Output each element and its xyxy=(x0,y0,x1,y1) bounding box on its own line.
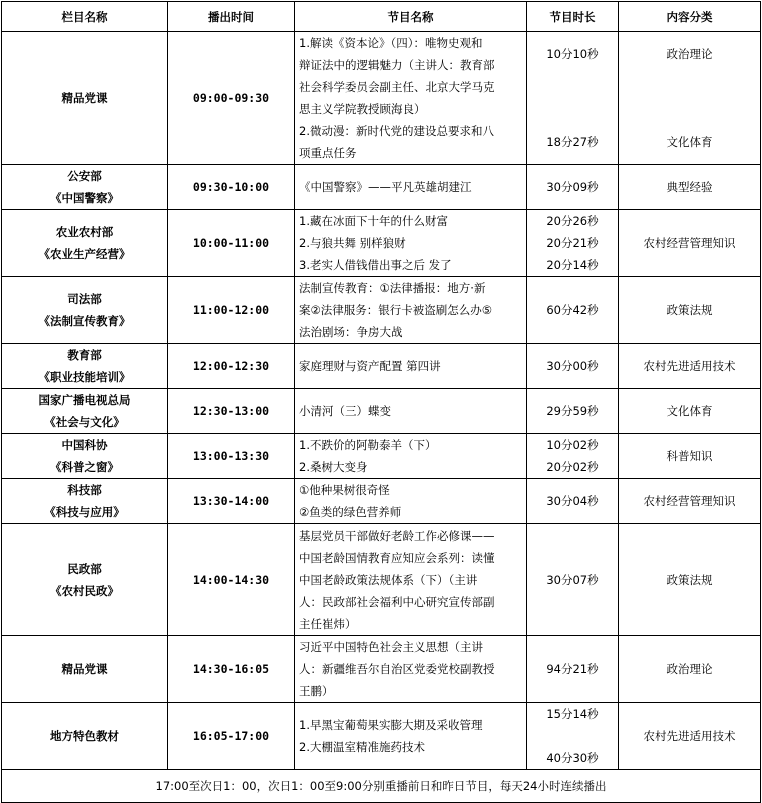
program-line: 王鹏） xyxy=(299,684,334,698)
column-name-cell xyxy=(2,277,168,344)
column-name-cell xyxy=(2,434,168,479)
air-time: 10:00-11:00 xyxy=(168,210,295,277)
column-name: 《科技与应用》 xyxy=(44,505,125,519)
column-name-cell xyxy=(2,165,168,210)
column-name: 《科普之窗》 xyxy=(50,460,119,474)
duration: 10分02秒 xyxy=(546,438,599,452)
table-row xyxy=(2,479,761,524)
air-time: 09:30-10:00 xyxy=(168,165,295,210)
program-line: 中国老龄国情教育应知应会系列：读懂 xyxy=(299,550,495,565)
schedule-table xyxy=(1,1,761,803)
duration: 30分00秒 xyxy=(527,344,619,389)
duration: 20分21秒 xyxy=(546,236,599,250)
header-name: 栏目名称 xyxy=(2,2,168,32)
program-line: 基层党员干部做好老龄工作必修课—— xyxy=(299,528,495,543)
program-cell xyxy=(295,434,527,479)
table-row xyxy=(2,434,761,479)
program-line: 社会科学委员会副主任、北京大学马克 xyxy=(299,80,495,94)
duration: 15分14秒 xyxy=(546,707,599,721)
category-cell xyxy=(619,32,761,165)
program-cell xyxy=(295,32,527,165)
category: 政治理论 xyxy=(666,47,713,61)
air-time: 13:00-13:30 xyxy=(168,434,295,479)
table-row xyxy=(2,32,761,165)
header-duration: 节目时长 xyxy=(527,2,619,32)
column-name-cell xyxy=(2,703,168,770)
program-line: 主任崔炜） xyxy=(299,616,357,631)
program-cell xyxy=(295,479,527,524)
program-line: 2.桑树大变身 xyxy=(299,460,368,474)
header-time: 播出时间 xyxy=(168,2,295,32)
program-cell xyxy=(295,389,527,434)
duration-cell xyxy=(527,703,619,770)
footer-row xyxy=(2,770,761,803)
duration: 30分07秒 xyxy=(527,524,619,636)
program-cell xyxy=(295,524,527,636)
column-name: 精品党课 xyxy=(61,91,108,105)
program-cell xyxy=(295,277,527,344)
column-name-cell xyxy=(2,479,168,524)
program-cell xyxy=(295,165,527,210)
program-line: 习近平中国特色社会主义思想（主讲 xyxy=(299,640,483,654)
program-line: ②鱼类的绿色营养师 xyxy=(299,505,402,519)
column-name: 《社会与文化》 xyxy=(44,415,125,429)
duration: 20分26秒 xyxy=(546,214,599,228)
program-line: 中国老龄政策法规体系（下）（主讲 xyxy=(299,572,478,587)
program-line: 1.早黑宝葡萄果实膨大期及采收管理 xyxy=(299,718,483,732)
table-row xyxy=(2,210,761,277)
program-line: 人：新疆维吾尔自治区党委党校副教授 xyxy=(299,662,495,676)
category: 文化体育 xyxy=(666,135,713,149)
header-program: 节目名称 xyxy=(295,2,527,32)
column-name-cell xyxy=(2,210,168,277)
table-row xyxy=(2,344,761,389)
air-time: 11:00-12:00 xyxy=(168,277,295,344)
program-line: 3.老实人借钱借出事之后 发了 xyxy=(299,258,452,272)
program-line: 2.微动漫：新时代党的建设总要求和八 xyxy=(299,124,494,138)
program-line: 思主义学院教授顾海良） xyxy=(299,102,426,116)
column-name: 公安部 xyxy=(67,169,102,183)
program-line: 案②法律服务：银行卡被盗刷怎么办⑤ xyxy=(299,303,493,317)
column-name: 《职业技能培训》 xyxy=(38,370,131,384)
program-line: 《中国警察》——平凡英雄胡建江 xyxy=(299,180,472,194)
air-time: 14:30-16:05 xyxy=(168,636,295,703)
header-row xyxy=(2,2,761,32)
column-name: 司法部 xyxy=(67,292,102,306)
air-time: 09:00-09:30 xyxy=(168,32,295,165)
program-line: 1.藏在冰面下十年的什么财富 xyxy=(299,214,448,228)
program-line: 1.解读《资本论》（四）：唯物史观和 xyxy=(299,36,483,50)
column-name: 教育部 xyxy=(67,348,102,362)
program-cell xyxy=(295,636,527,703)
category: 农村经营管理知识 xyxy=(619,210,761,277)
duration-cell xyxy=(527,210,619,277)
duration: 60分42秒 xyxy=(527,277,619,344)
column-name: 《农业生产经营》 xyxy=(38,247,131,261)
program-line: 1.不跌价的阿勒泰羊（下） xyxy=(299,438,437,452)
program-cell xyxy=(295,344,527,389)
column-name: 国家广播电视总局 xyxy=(38,393,131,407)
program-line: 2.与狼共舞 别样狼财 xyxy=(299,236,406,250)
program-cell xyxy=(295,210,527,277)
duration: 94分21秒 xyxy=(527,636,619,703)
column-name-cell xyxy=(2,32,168,165)
program-line: 小清河（三）蝶变 xyxy=(299,404,391,418)
column-name: 《法制宣传教育》 xyxy=(38,314,131,328)
program-line: 人：民政部社会福利中心研究宣传部副 xyxy=(299,594,495,609)
duration: 40分30秒 xyxy=(546,751,599,765)
category: 政治理论 xyxy=(619,636,761,703)
program-line: 辩证法中的逻辑魅力（主讲人：教育部 xyxy=(299,58,495,72)
category: 农村先进适用技术 xyxy=(619,703,761,770)
duration: 18分27秒 xyxy=(546,135,599,149)
table-row xyxy=(2,165,761,210)
table-row xyxy=(2,389,761,434)
duration-cell xyxy=(527,32,619,165)
column-name: 科技部 xyxy=(67,483,102,497)
column-name: 民政部 xyxy=(67,561,102,576)
program-line: 法制宣传教育：①法律播报：地方·新 xyxy=(299,281,486,295)
column-name-cell xyxy=(2,344,168,389)
category: 科普知识 xyxy=(619,434,761,479)
program-line: ①他种果树很奇怪 xyxy=(299,483,390,497)
category: 农村先进适用技术 xyxy=(619,344,761,389)
column-name: 中国科协 xyxy=(61,438,108,452)
category: 农村经营管理知识 xyxy=(619,479,761,524)
program-line: 家庭理财与资产配置 第四讲 xyxy=(299,359,441,373)
header-category: 内容分类 xyxy=(619,2,761,32)
air-time: 16:05-17:00 xyxy=(168,703,295,770)
program-line: 项重点任务 xyxy=(299,146,357,160)
column-name: 地方特色教材 xyxy=(50,729,119,743)
air-time: 12:30-13:00 xyxy=(168,389,295,434)
table-row xyxy=(2,703,761,770)
program-cell xyxy=(295,703,527,770)
duration: 20分02秒 xyxy=(546,460,599,474)
category: 政策法规 xyxy=(619,524,761,636)
duration: 29分59秒 xyxy=(527,389,619,434)
column-name: 《农村民政》 xyxy=(50,583,119,598)
table-row xyxy=(2,524,761,636)
duration: 30分04秒 xyxy=(527,479,619,524)
rebroadcast-note: 17:00至次日1：00，次日1：00至9:00分别重播前日和昨日节目，每天24小时连续播出 xyxy=(2,770,761,803)
column-name: 农业农村部 xyxy=(55,225,114,239)
column-name-cell xyxy=(2,636,168,703)
column-name-cell xyxy=(2,389,168,434)
column-name: 《中国警察》 xyxy=(50,191,119,205)
table-row xyxy=(2,636,761,703)
category: 政策法规 xyxy=(619,277,761,344)
column-name-cell xyxy=(2,524,168,636)
air-time: 13:30-14:00 xyxy=(168,479,295,524)
program-line: 2.大棚温室精准施药技术 xyxy=(299,740,425,754)
category: 典型经验 xyxy=(619,165,761,210)
program-line: 法治剧场：争房大战 xyxy=(299,325,403,339)
duration-cell xyxy=(527,434,619,479)
column-name: 精品党课 xyxy=(61,662,108,676)
air-time: 14:00-14:30 xyxy=(168,524,295,636)
duration: 20分14秒 xyxy=(546,258,599,272)
table-row xyxy=(2,277,761,344)
duration: 10分10秒 xyxy=(546,47,599,61)
air-time: 12:00-12:30 xyxy=(168,344,295,389)
category: 文化体育 xyxy=(619,389,761,434)
duration: 30分09秒 xyxy=(527,165,619,210)
